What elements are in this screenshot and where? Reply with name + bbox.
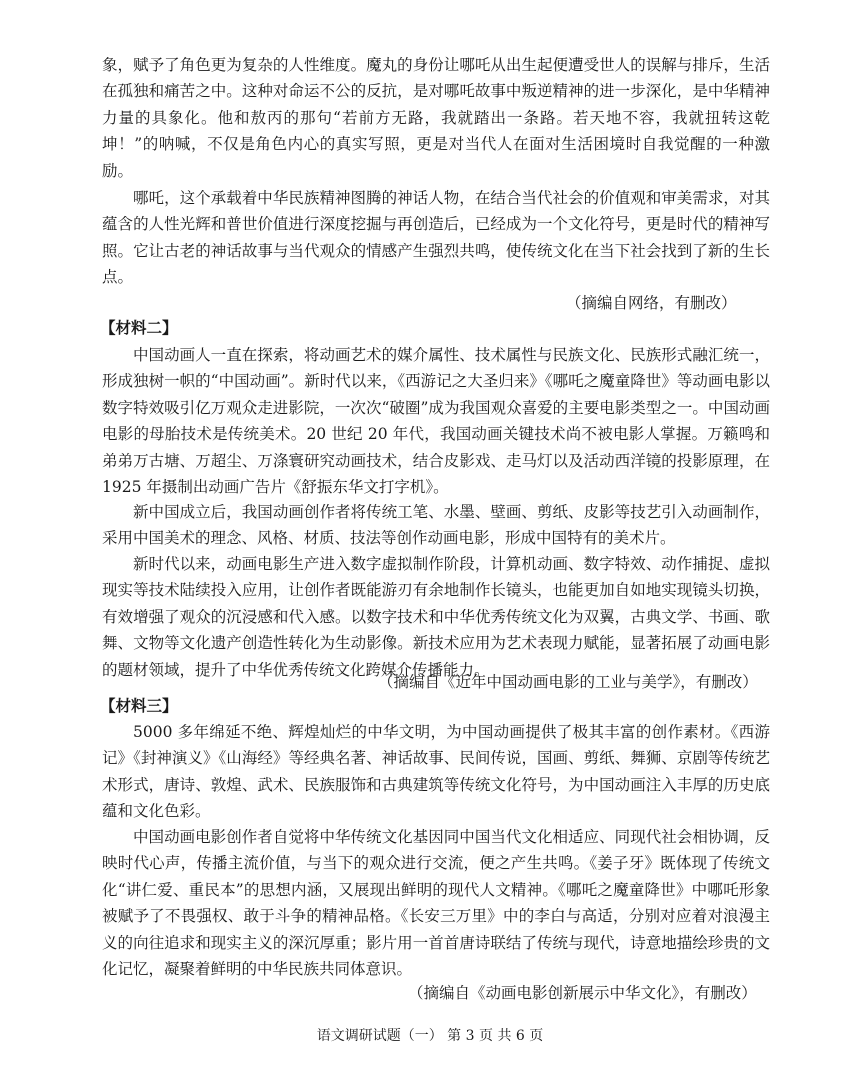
paragraph-civilization-materials: 5000 多年绵延不绝、辉煌灿烂的中华文明，为中国动画提供了极其丰富的创作素材。《西游记》《封神演义》《山海经》等经典名著、神话故事、民间传说，国画、剪纸、舞狮、京剧等传统艺术形式，唐诗、敦煌、武术、民族服饰和古典建筑等传统文化符号，为中国动画注入丰厚的历史底蕴和文化色彩。 bbox=[102, 723, 770, 821]
paragraph-creators-tradition: 中国动画电影创作者自觉将中华传统文化基因同中国当代文化相适应、同现代社会相协调，反映时代心声，传播主流价值，与当下的观众进行交流，便之产生共鸣。《姜子牙》既体现了传统文化“讲仁爱、重民本”的思想内涵，又展现出鲜明的现代人文精神。《哪吒之魔童降世》中哪吒形象被赋予了不畏强权、敢于斗争的精神品格。《长安三万里》中的李白与高适，分别对应着对浪漫主义的向往追求和现实主义的深沉厚重；影片用一首首唐诗联结了传统与现代，诗意地描绘珍贵的文化记忆，凝聚着鲜明的中华民族共同体意识。 bbox=[102, 828, 770, 979]
heading-material-three: 【材料三】 bbox=[100, 696, 178, 715]
source-note-two: （摘编自《近年中国动画电影的工业与美学》，有删改） bbox=[378, 673, 758, 691]
paragraph-chinese-animation: 中国动画人一直在探索，将动画艺术的媒介属性、技术属性与民族文化、民族形式融汇统一，形成独树一帜的“中国动画”。新时代以来，《西游记之大圣归来》《哪吒之魔童降世》等动画电影以数字特效吸引亿万观众走进影院，一次次“破圈”成为我国观众喜爱的主要电影类型之一。中国动画电影的母胎技术是传统美术。20 世纪 20 年代，我国动画关键技术尚不被电影人掌握。万籁鸣和弟弟万古塘、万超尘、万涤寰研究动画技术，结合皮影戏、走马灯以及活动西洋镜的投影原理，在 1925 年摄制出动画广告片《舒振东华文打字机》。 bbox=[102, 346, 770, 497]
source-note-three: （摘编自《动画电影创新展示中华文化》，有删改） bbox=[408, 984, 757, 1002]
source-note-one: （摘编自网络，有删改） bbox=[566, 294, 737, 312]
paragraph-material-one-continued: 象，赋予了角色更为复杂的人性维度。魔丸的身份让哪吒从出生起便遭受世人的误解与排斥，生活在孤独和痛苦之中。这种对命运不公的反抗，是对哪吒故事中叛逆精神的进一步深化，是中华精神力量的具象化。他和敖丙的那句“若前方无路，我就踏出一条路。若天地不容，我就扭转这乾坤！”的呐喊，不仅是角色内心的真实写照，更是对当代人在面对生活困境时自我觉醒的一种激励。 bbox=[102, 56, 770, 180]
page-footer: 语文调研试题（一） 第 3 页 共 6 页 bbox=[316, 1028, 544, 1044]
heading-material-two: 【材料二】 bbox=[100, 318, 178, 337]
paragraph-nezha-symbol: 哪吒，这个承载着中华民族精神图腾的神话人物，在结合当代社会的价值观和审美需求，对其蕴含的人性光辉和普世价值进行深度挖掘与再创造后，已经成为一个文化符号，更是时代的精神写照。它让古老的神话故事与当代观众的情感产生强烈共鸣，使传统文化在当下社会找到了新的生长点。 bbox=[102, 189, 770, 287]
paragraph-digital-production: 新时代以来，动画电影生产进入数字虚拟制作阶段，计算机动画、数字特效、动作捕捉、虚拟现实等技术陆续投入应用，让创作者既能游刃有余地制作长镜头，也能更加自如地实现镜头切换，有效增强了观众的沉浸感和代入感。以数字技术和中华优秀传统文化为双翼，古典文学、书画、歌舞、文物等文化遗产创造性转化为生动影像。新技术应用为艺术表现力赋能，显著拓展了动画电影的题材领域，提升了中华优秀传统文化跨媒介传播能力。 bbox=[102, 555, 770, 679]
paragraph-new-china-art-films: 新中国成立后，我国动画创作者将传统工笔、水墨、壁画、剪纸、皮影等技艺引入动画制作，采用中国美术的理念、风格、材质、技法等创作动画电影，形成中国特有的美术片。 bbox=[102, 503, 770, 548]
